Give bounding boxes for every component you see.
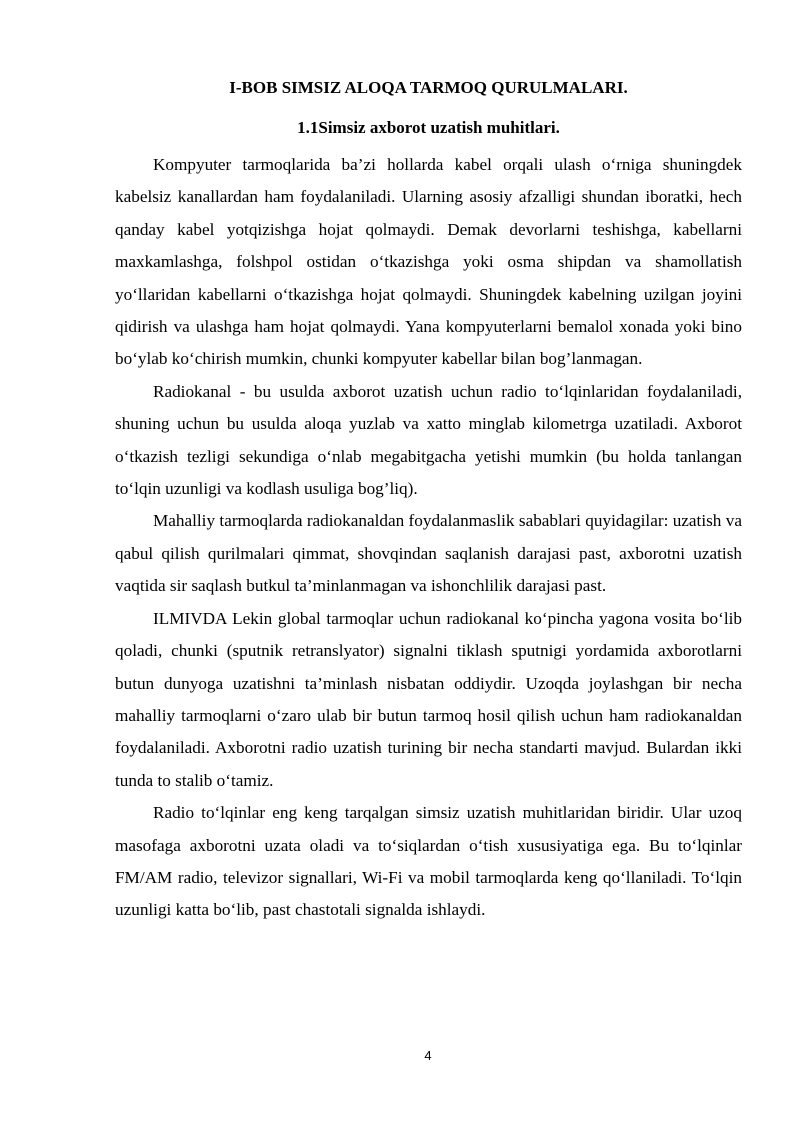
section-title: 1.1Simsiz axborot uzatish muhitlari. <box>297 118 560 137</box>
paragraph-5: Radio to‘lqinlar eng keng tarqalgan simsiz uzatish muhitlaridan biridir. Ular uzoq masofaga axborotni uzata oladi va to‘siqlardan o‘tish xususiyatiga ega. Bu to‘lqinlar FM/AM radio, televizor signallari, Wi-Fi va mobil tarmoqlarda keng qo‘llaniladi. To‘lqin uzunligi katta bo‘lib, past chastotali signalda ishlaydi. <box>115 803 742 920</box>
paragraph-4: ILMIVDA Lekin global tarmoqlar uchun radiokanal ko‘pincha yagona vosita bo‘lib qoladi, chunki (sputnik retranslyator) signalni tiklash sputnigi yordamida axborotlarni butun dunyoga uzatishni ta’minlash nisbatan oddiydir. Uzoqda joylashgan bir necha mahalliy tarmoqlarni o‘zaro ulab bir butun tarmoq hosil qilish uchun ham radiokanaldan foydalaniladi. Axborotni radio uzatish turining bir necha standarti mavjud. Bulardan ikki tunda to stalib o‘tamiz. <box>115 608 742 790</box>
paragraph-1: Kompyuter tarmoqlarida ba’zi hollarda kabel orqali ulash o‘rniga shuningdek kabelsiz kanallardan ham foydalaniladi. Ularning asosiy afzalligi shundan iboratki, hech qanday kabel yotqizishga hojat qolmaydi. Demak devorlarni teshishga, kabellarni maxkamlashga, folshpol ostidan o‘tkazishga yoki osma shipdan va shamollatish yo‘llaridan kabellarni o‘tkazishga hojat qolmaydi. Shuningdek kabelning uzilgan joyini qidirish va ulashga ham hojat qolmaydi. Yana kompyuterlarni bemalol xonada yoki bino bo‘ylab ko‘chirish mumkin, chunki kompyuter kabellar bilan bog’lanmagan. <box>115 155 742 369</box>
paragraph-2: Radiokanal - bu usulda axborot uzatish uchun radio to‘lqinlaridan foydalaniladi, shuning uchun bu usulda aloqa yuzlab va xatto minglab kilometrga uzatiladi. Axborot o‘tkazish tezligi sekundiga o‘nlab megabitgacha yetishi mumkin (bu holda tanlangan to‘lqin uzunligi va kodlash usuliga bog’liq). <box>115 381 742 499</box>
page-number: 4 <box>424 1048 432 1063</box>
chapter-title: I-BOB SIMSIZ ALOQA TARMOQ QURULMALARI. <box>229 78 628 97</box>
body-text <box>115 149 742 927</box>
paragraph-3: Mahalliy tarmoqlarda radiokanaldan foydalanmaslik sabablari quyidagilar: uzatish va qabul qilish qurilmalari qimmat, shovqindan saqlanish darajasi past, axborotni uzatish vaqtida sir saqlash butkul ta’minlanmagan va ishonchlilik darajasi past. <box>115 511 742 596</box>
